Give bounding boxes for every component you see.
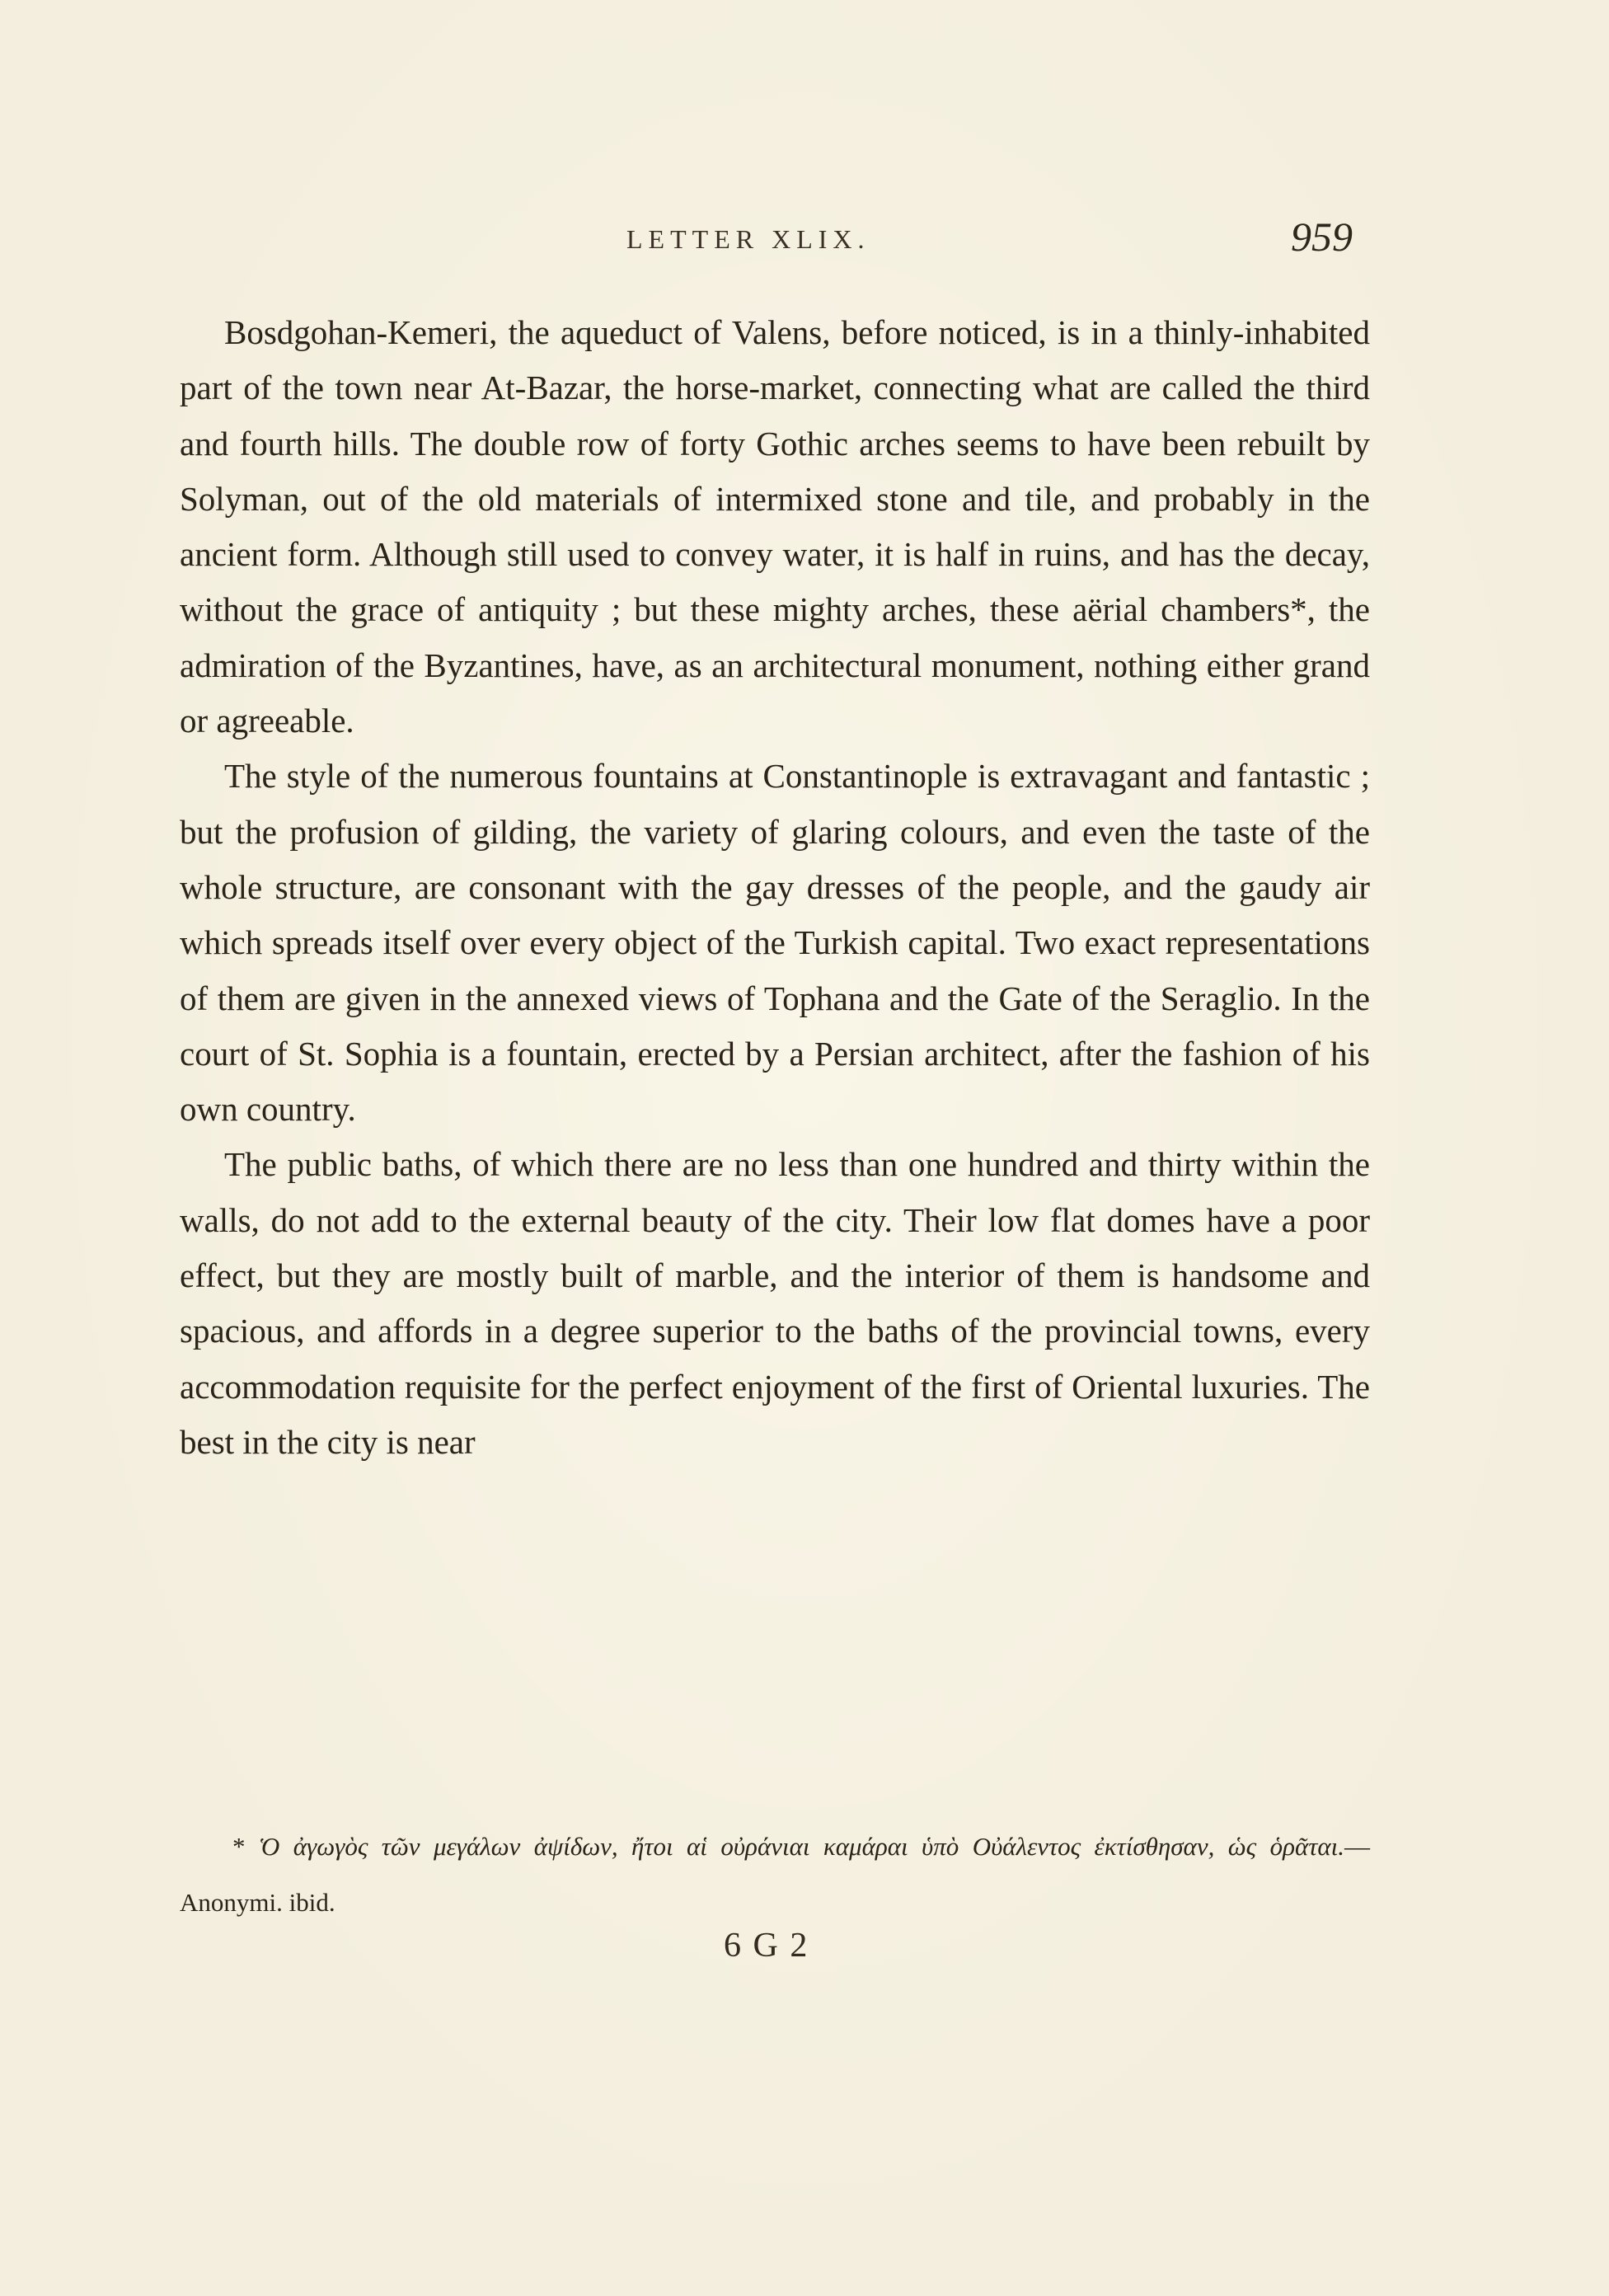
- footnote-attribution: —Anonymi. ibid.: [180, 1832, 1370, 1917]
- footnote-marker: *: [232, 1832, 246, 1861]
- running-head-title: LETTER XLIX.: [626, 224, 870, 254]
- printer-signature-mark: 6 G 2: [724, 1927, 809, 1965]
- paragraph-baths: The public baths, of which there are no less than one hundred and thirty within the walls, do not add to the external beauty of the city. Their low flat domes have a poor effect, but they are mostly built of marble, and the interior of them is handsome and spacious, and affords in a degree superior to the baths of the provincial towns, every accommodation requisite for the perfect enjoyment of the first of Oriental luxuries. The best in the city is near: [180, 1145, 1370, 1461]
- main-text: [180, 305, 1370, 1470]
- page-number: 959: [1291, 214, 1353, 260]
- paragraph-fountains: The style of the numerous fountains at Constantinople is extravagant and fantastic ; but the profusion of gilding, the variety of glaring colours, and even the taste of the whole structure, are consonant with the gay dresses of the people, and the gaudy air which spreads itself over every object of the Turkish capital. Two exact representations of them are given in the annexed views of Tophana and the Gate of the Seraglio. In the court of St. Sophia is a fountain, erected by a Persian architect, after the fashion of his own country.: [180, 757, 1370, 1129]
- paragraph-aqueduct: Bosdgohan-Kemeri, the aqueduct of Valens, before noticed, is in a thinly-inhabited part of the town near At-Bazar, the horse-market, connecting what are called the third and fourth hills. The double row of forty Gothic arches seems to have been rebuilt by Solyman, out of the old materials of intermixed stone and tile, and probably in the ancient form. Although still used to convey water, it is half in ruins, and has the decay, without the grace of antiquity ; but these mighty arches, these aërial chambers*, the admiration of the Byzantines, have, as an architectural monument, nothing either grand or agreeable.: [180, 313, 1370, 740]
- footnote-greek-quote: Ὁ ἀγωγὸς τῶν μεγάλων ἀψίδων, ἤτοι αἱ οὐράνιαι καμάραι ὑπὸ Οὐάλεντος ἐκτίσθησαν, ὡς ὁρᾶται.: [258, 1832, 1344, 1861]
- footnote: [180, 1819, 1370, 1931]
